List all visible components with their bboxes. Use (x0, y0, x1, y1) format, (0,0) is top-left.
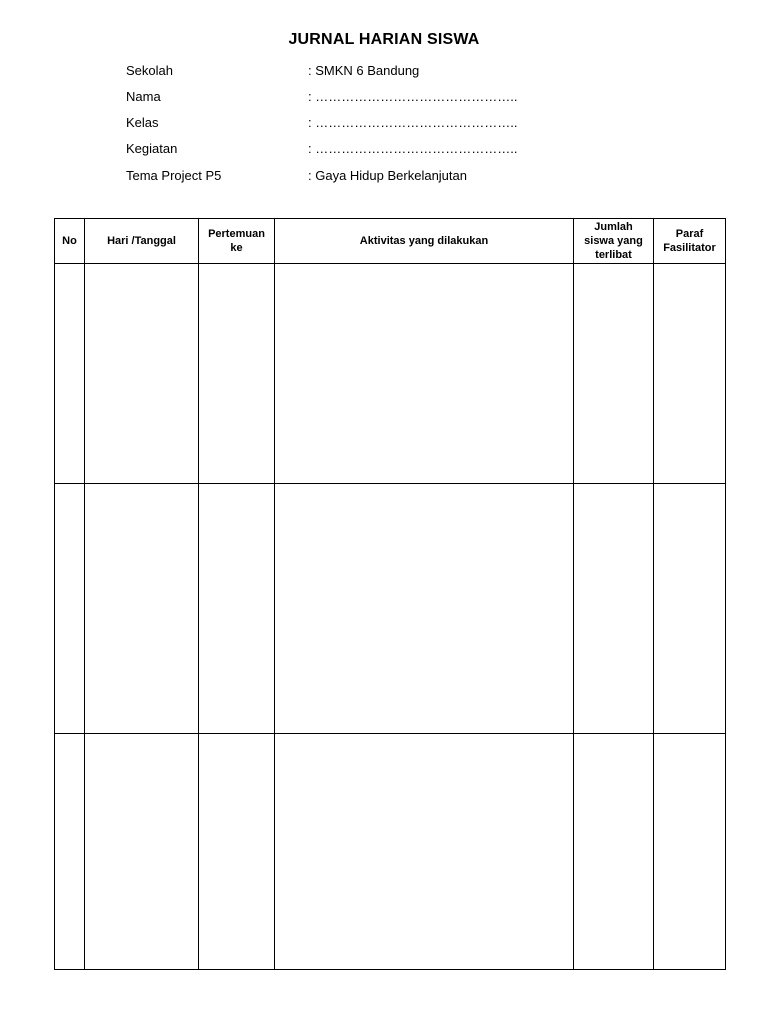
document-title: JURNAL HARIAN SISWA (288, 31, 480, 48)
header-students-involved: Jumlah siswa yang terlibat (574, 219, 654, 264)
cell-meeting[interactable] (199, 264, 275, 484)
header-no: No (55, 219, 85, 264)
cell-no[interactable] (55, 734, 85, 970)
table-header-row (55, 219, 726, 264)
table-row (55, 264, 726, 484)
cell-activity[interactable] (275, 734, 574, 970)
cell-facilitator-signature[interactable] (654, 484, 726, 734)
info-value-class: : ……………………………………….. (308, 115, 518, 130)
cell-date[interactable] (85, 734, 199, 970)
cell-facilitator-signature[interactable] (654, 734, 726, 970)
info-value-name: : ……………………………………….. (308, 89, 518, 104)
cell-date[interactable] (85, 484, 199, 734)
cell-facilitator-signature[interactable] (654, 264, 726, 484)
info-value-school: : SMKN 6 Bandung (308, 63, 420, 78)
cell-date[interactable] (85, 264, 199, 484)
cell-activity[interactable] (275, 484, 574, 734)
cell-students-involved[interactable] (574, 734, 654, 970)
info-value-activity: : ……………………………………….. (308, 141, 518, 156)
info-value-project-theme: : Gaya Hidup Berkelanjutan (308, 168, 467, 183)
table-row (55, 734, 726, 970)
cell-students-involved[interactable] (574, 264, 654, 484)
journal-table (54, 218, 726, 970)
cell-no[interactable] (55, 484, 85, 734)
cell-no[interactable] (55, 264, 85, 484)
info-label-activity: Kegiatan (126, 141, 178, 156)
cell-meeting[interactable] (199, 484, 275, 734)
info-label-project-theme: Tema Project P5 (126, 168, 222, 183)
header-activity: Aktivitas yang dilakukan (275, 219, 574, 264)
info-label-school: Sekolah (126, 63, 173, 78)
cell-meeting[interactable] (199, 734, 275, 970)
table-row (55, 484, 726, 734)
header-meeting: Pertemuan ke (199, 219, 275, 264)
header-date: Hari /Tanggal (85, 219, 199, 264)
info-label-class: Kelas (126, 115, 159, 130)
cell-activity[interactable] (275, 264, 574, 484)
header-facilitator-signature: Paraf Fasilitator (654, 219, 726, 264)
cell-students-involved[interactable] (574, 484, 654, 734)
info-label-name: Nama (126, 89, 161, 104)
